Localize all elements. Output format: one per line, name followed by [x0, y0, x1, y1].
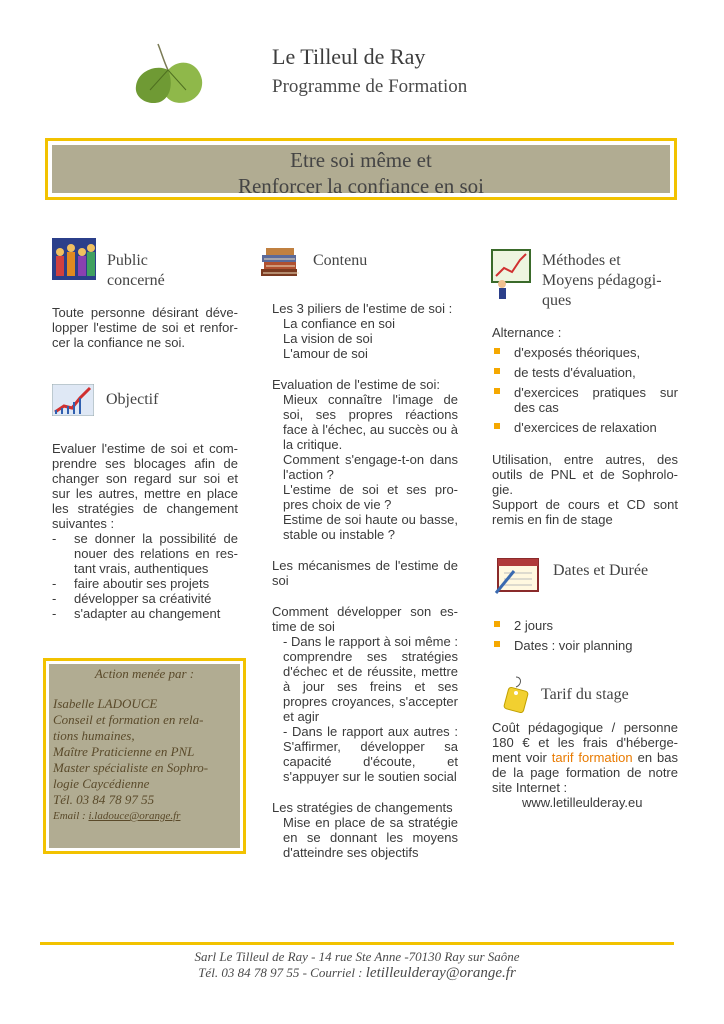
- list-item: Comment s'engage-t-on dans l'action ?: [283, 452, 458, 482]
- action-email-row: [53, 808, 236, 824]
- list-item: - faire aboutir ses projets: [52, 576, 238, 591]
- list-item: Dates : voir planning: [492, 638, 678, 653]
- tarif-link[interactable]: tarif formation: [551, 750, 633, 765]
- action-line: logie Caycédienne: [53, 776, 150, 791]
- methodes-intro: Alternance :: [492, 325, 562, 340]
- list-item: - Dans le rapport à soi même : comprendre ses stratégies d'échec et de réussite, mettre à jour ses freins et ses propres croyances, s'accepter et agir: [283, 634, 458, 724]
- list-item: La vision de soi: [283, 331, 373, 346]
- action-line: Master spécialiste en Sophro-: [53, 760, 209, 775]
- action-line: Isabelle LADOUCE: [53, 696, 158, 711]
- piliers-list: [272, 316, 458, 361]
- objectif-section: [52, 441, 238, 621]
- website-link[interactable]: www.letilleulderay.eu: [522, 795, 643, 810]
- list-item: L'amour de soi: [283, 346, 368, 361]
- presentation-board-icon: [490, 248, 532, 300]
- footer-divider: [40, 942, 674, 945]
- list-item: Mieux connaître l'image de soi, ses propres réactions face à l'échec, au succès ou à la critique.: [283, 392, 458, 452]
- people-group-icon: [52, 238, 96, 280]
- action-heading: Action menée par :: [94, 666, 195, 681]
- list-item: Estime de soi haute ou basse, stable ou instable ?: [283, 512, 458, 542]
- course-title-line1: Etre soi même et: [290, 148, 432, 172]
- list-item: d'exercices de relaxation: [492, 420, 678, 435]
- comment-list: [272, 634, 458, 784]
- methodes-list: [492, 345, 678, 435]
- course-title-banner: [45, 138, 677, 200]
- methodes-title: [542, 251, 662, 311]
- list-item: La confiance en soi: [283, 316, 396, 331]
- books-icon: [259, 243, 301, 279]
- public-title-line2: concerné: [107, 272, 165, 289]
- footer-contact: [40, 965, 674, 982]
- tarif-text: Coût pédagogique / personne 180 € et les frais d'héberge-ment voir: [492, 720, 678, 765]
- price-tag-icon: [500, 675, 532, 713]
- methodes-title-line3: ques: [542, 292, 572, 309]
- public-text: Toute personne désirant déve-lopper l'estime de soi et renfor-cer la confiance ne soi.: [52, 305, 238, 350]
- comment-title: Comment développer son es-time de soi: [272, 604, 458, 634]
- footer-address: Sarl Le Tilleul de Ray - 14 rue Ste Anne -70130 Ray sur Saône: [194, 949, 520, 964]
- program-subtitle: Programme de Formation: [272, 76, 468, 97]
- methodes-section: [492, 325, 678, 527]
- list-item: de tests d'évaluation,: [492, 365, 678, 380]
- tarif-text-after: en bas de la page formation de notre site Internet :: [492, 750, 678, 795]
- objectif-intro: Evaluer l'estime de soi et com-prendre ses blocages afin de changer son regard sur soi et sur les autres, mettre en place les stratégies de changement suivantes :: [52, 441, 238, 531]
- list-item: d'exposés théoriques,: [492, 345, 678, 360]
- eval-title: Evaluation de l'estime de soi:: [272, 377, 440, 392]
- growth-chart-icon: [52, 384, 94, 416]
- action-line: tions humaines,: [53, 728, 135, 743]
- calendar-icon: [492, 553, 542, 595]
- outils-text: Utilisation, entre autres, des outils de PNL et de Sophrolo-gie.: [492, 452, 678, 497]
- dates-list: [492, 618, 678, 653]
- public-title-line1: Public: [107, 252, 148, 269]
- objectif-list: [52, 531, 238, 621]
- action-box: [43, 658, 246, 854]
- footer-email[interactable]: letilleulderay@orange.fr: [365, 965, 516, 981]
- piliers-title: Les 3 piliers de l'estime de soi :: [272, 301, 453, 316]
- contenu-section: [272, 301, 458, 860]
- action-phone: Tél. 03 84 78 97 55: [53, 792, 155, 807]
- tilleul-leaf-logo: [128, 40, 208, 112]
- methodes-title-line2: Moyens pédagogi-: [542, 272, 662, 289]
- list-item: L'estime de soi et ses pro-pres choix de vie ?: [283, 482, 458, 512]
- methodes-title-line1: Méthodes et: [542, 252, 621, 269]
- dates-title: Dates et Durée: [553, 562, 649, 579]
- footer-phone: Tél. 03 84 78 97 55 - Courriel :: [198, 965, 366, 980]
- strategies-text: Mise en place de sa stratégie en se donnant les moyens d'atteindre ses objectifs: [283, 815, 458, 860]
- mecanismes-text: Les mécanismes de l'estime de soi: [272, 558, 458, 588]
- list-item: - Dans le rapport aux autres : S'affirmer, développer sa capacité d'écoute, et s'appuyer sur le soutien social: [283, 724, 458, 784]
- list-item: 2 jours: [492, 618, 678, 633]
- email-link[interactable]: i.ladouce@orange.fr: [88, 810, 181, 822]
- action-line: Maître Praticienne en PNL: [53, 744, 195, 759]
- list-item: - se donner la possibilité de nouer des relations en res-tant vrais, authentiques: [52, 531, 238, 576]
- support-text: Support de cours et CD sont remis en fin de stage: [492, 497, 678, 527]
- list-item: - s'adapter au changement: [52, 606, 238, 621]
- public-title: [107, 251, 165, 291]
- tarif-title: Tarif du stage: [541, 686, 629, 703]
- objectif-title: Objectif: [106, 391, 159, 408]
- contenu-title: Contenu: [313, 252, 368, 269]
- tarif-section: [492, 720, 678, 810]
- list-item: d'exercices pratiques sur des cas: [492, 385, 678, 415]
- dates-section: [492, 618, 678, 658]
- list-item: - développer sa créativité: [52, 591, 238, 606]
- brand-title: Le Tilleul de Ray: [272, 44, 426, 69]
- strategies-title: Les stratégies de changements: [272, 800, 453, 815]
- email-label: Email :: [53, 810, 89, 822]
- action-line: Conseil et formation en rela-: [53, 712, 204, 727]
- course-title-line2: Renforcer la confiance en soi: [237, 174, 485, 198]
- eval-list: [272, 392, 458, 542]
